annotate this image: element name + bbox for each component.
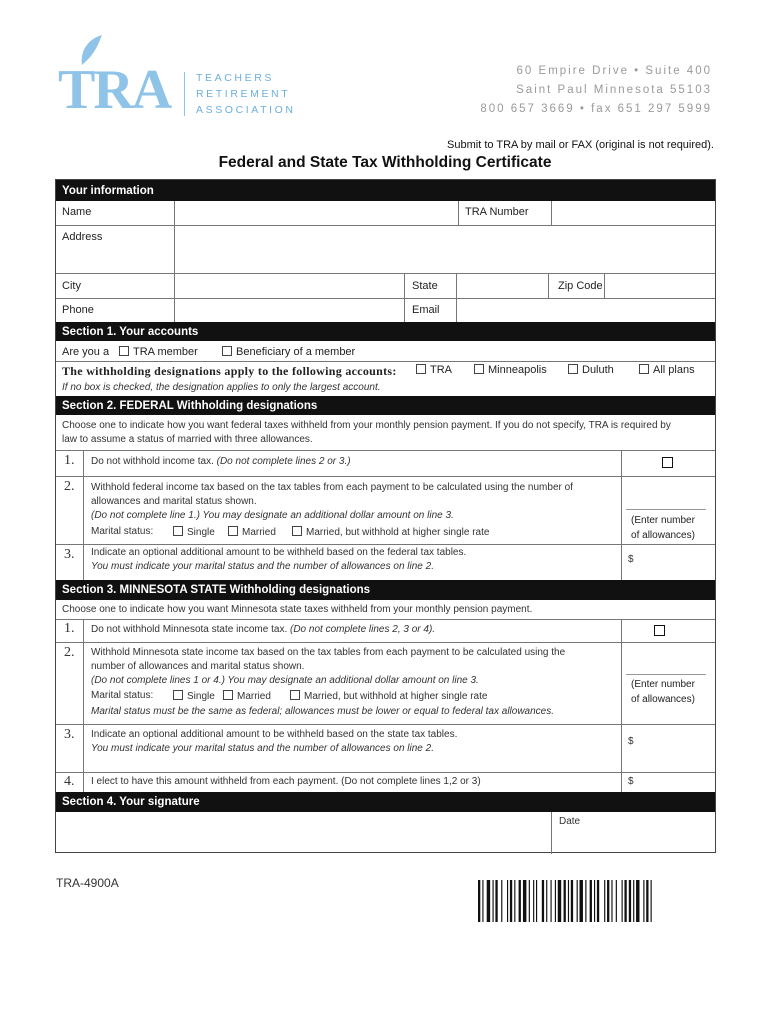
beneficiary-option[interactable] — [222, 346, 355, 358]
state-line2-status-note: Marital status must be the same as federal; allowances must be lower or equal to federal tax allowances. — [91, 706, 555, 717]
tra-number-label: TRA Number — [465, 206, 529, 218]
state-single-label: Single — [187, 691, 215, 702]
state-married-higher-option[interactable] — [290, 690, 487, 702]
section1-note: If no box is checked, the designation applies to only the largest account. — [62, 382, 381, 393]
address-field[interactable] — [176, 226, 712, 272]
state-line3-number: 3. — [64, 727, 75, 742]
fed-married-option[interactable] — [228, 526, 276, 538]
logo-line-2: RETIREMENT — [196, 88, 291, 100]
state-line1-number: 1. — [64, 621, 75, 636]
fed-single-label: Single — [187, 527, 215, 538]
designations-label: The withholding designations apply to the following accounts: — [62, 364, 397, 378]
zip-field[interactable] — [606, 274, 712, 297]
tra-member-option[interactable] — [119, 346, 198, 358]
are-you-label: Are you a — [62, 346, 110, 358]
logo-line-1: TEACHERS — [196, 72, 274, 84]
your-info-header: Your information — [56, 180, 715, 201]
state-allowances-hint — [618, 677, 708, 707]
address-line-2: Saint Paul Minnesota 55103 — [516, 84, 712, 96]
account-minneapolis-label: Minneapolis — [488, 364, 547, 376]
state-marital-status-label: Marital status: — [91, 690, 154, 701]
state-line4-text: I elect to have this amount withheld from each payment. (Do not complete lines 1,2 or 3) — [91, 776, 481, 787]
email-field[interactable] — [458, 299, 712, 321]
state-allowances-line[interactable] — [626, 674, 706, 675]
checkbox-icon[interactable] — [173, 526, 183, 536]
logo-line-3: ASSOCIATION — [196, 104, 296, 116]
state-line3-note: You must indicate your marital status and the number of allowances on line 2. — [91, 743, 434, 754]
account-duluth-label: Duluth — [582, 364, 614, 376]
fed-single-option[interactable] — [173, 526, 215, 538]
account-minneapolis-option[interactable] — [474, 364, 547, 376]
state-line2-text-1: Withhold Minnesota state income tax based on the tax tables from each payment to be calculated using the — [91, 647, 566, 658]
date-field[interactable] — [553, 830, 713, 852]
fed-dollar-field[interactable]: $ — [628, 554, 634, 565]
logo-wordmark — [196, 70, 296, 118]
checkbox-icon[interactable] — [639, 364, 649, 374]
fed-line1-label: Do not withhold income tax. — [91, 456, 214, 467]
state-line2-text-2: number of allowances and marital status shown. — [91, 661, 305, 672]
checkbox-icon[interactable] — [416, 364, 426, 374]
fed-line1-note: (Do not complete lines 2 or 3.) — [216, 456, 351, 467]
date-label: Date — [559, 816, 581, 827]
fed-married-higher-label: Married, but withhold at higher single rate — [306, 527, 490, 538]
section1-header: Section 1. Your accounts — [56, 322, 715, 341]
state-line4-number: 4. — [64, 774, 75, 789]
tra-member-label: TRA member — [133, 346, 198, 358]
state-field[interactable] — [458, 274, 546, 297]
checkbox-icon[interactable] — [222, 346, 232, 356]
name-field[interactable] — [176, 202, 456, 224]
state-line1-text — [91, 624, 435, 635]
state-line1-note: (Do not complete lines 2, 3 or 4). — [290, 624, 436, 635]
state-line4-dollar-field[interactable]: $ — [628, 776, 634, 787]
logo-letters: TRA — [58, 59, 171, 121]
address-block — [480, 62, 712, 119]
form-id: TRA-4900A — [56, 876, 119, 890]
account-duluth-option[interactable] — [568, 364, 614, 376]
state-married-option[interactable] — [223, 690, 271, 702]
state-line2-text — [91, 646, 565, 688]
tra-number-field[interactable] — [553, 202, 713, 224]
state-line1-label: Do not withhold Minnesota state income tax. — [91, 624, 288, 635]
fed-line3-note: You must indicate your marital status and the number of allowances on line 2. — [91, 561, 434, 572]
state-allow-2: of allowances) — [631, 694, 695, 705]
fed-married-higher-option[interactable] — [292, 526, 489, 538]
checkbox-icon[interactable] — [568, 364, 578, 374]
fed-line3-text — [91, 546, 466, 574]
address-label: Address — [62, 231, 103, 243]
fed-line1-text — [91, 456, 351, 467]
email-label: Email — [412, 304, 440, 316]
fed-line3-label: Indicate an optional additional amount to be withheld based on the federal tax tables. — [91, 547, 467, 558]
state-single-option[interactable] — [173, 690, 215, 702]
checkbox-icon[interactable] — [223, 690, 233, 700]
city-field[interactable] — [176, 274, 402, 297]
account-tra-label: TRA — [430, 364, 452, 376]
fed-line2-number: 2. — [64, 479, 75, 494]
signature-field[interactable] — [57, 813, 549, 853]
section2-intro-1: Choose one to indicate how you want federal taxes withheld from your monthly pension payment. If you do not specify, TRA is required by — [62, 420, 671, 431]
fed-allowances-hint — [618, 513, 708, 543]
withholding-form — [55, 179, 716, 853]
state-label: State — [412, 280, 438, 292]
section3-intro: Choose one to indicate how you want Minnesota state taxes withheld from your monthly pension payment. — [62, 604, 533, 615]
fed-allowances-line[interactable] — [626, 509, 706, 510]
section2-intro — [62, 419, 671, 447]
checkbox-icon[interactable] — [173, 690, 183, 700]
fed-married-label: Married — [242, 527, 276, 538]
zip-label: Zip Code — [558, 280, 603, 292]
beneficiary-label: Beneficiary of a member — [236, 346, 356, 358]
section3-header: Section 3. MINNESOTA STATE Withholding designations — [56, 580, 715, 600]
fed-line2-note: (Do not complete line 1.) You may designate an additional dollar amount on line 3. — [91, 510, 454, 521]
fed-line2-text-1: Withhold federal income tax based on the tax tables from each payment to be calculated using the number of — [91, 482, 573, 493]
state-line3-label: Indicate an optional additional amount to be withheld based on the state tax tables. — [91, 729, 458, 740]
account-all-option[interactable] — [639, 364, 695, 376]
address-line-3: 800 657 3669 • fax 651 297 5999 — [480, 103, 712, 115]
state-allow-1: (Enter number — [631, 679, 695, 690]
section2-header: Section 2. FEDERAL Withholding designations — [56, 396, 715, 415]
checkbox-icon[interactable] — [292, 526, 302, 536]
phone-field[interactable] — [176, 299, 402, 321]
section4-header: Section 4. Your signature — [56, 792, 715, 812]
state-line2-note: (Do not complete lines 1 or 4.) You may designate an additional dollar amount on line 3. — [91, 675, 479, 686]
state-married-label: Married — [237, 691, 271, 702]
barcode-image — [478, 880, 712, 922]
fed-allow-2: of allowances) — [631, 530, 695, 541]
phone-label: Phone — [62, 304, 94, 316]
fed-marital-status-label: Marital status: — [91, 526, 154, 537]
state-line3-dollar-field[interactable]: $ — [628, 736, 634, 747]
fed-line2-text — [91, 481, 573, 523]
fed-line1-checkbox[interactable] — [662, 457, 673, 468]
fed-line3-number: 3. — [64, 547, 75, 562]
section2-intro-2: law to assume a status of married with three allowances. — [62, 434, 313, 445]
checkbox-icon[interactable] — [290, 690, 300, 700]
state-line1-checkbox[interactable] — [654, 625, 665, 636]
account-all-label: All plans — [653, 364, 695, 376]
fed-line2-text-2: allowances and marital status shown. — [91, 496, 257, 507]
name-label: Name — [62, 206, 92, 218]
state-line2-number: 2. — [64, 645, 75, 660]
address-line-1: 60 Empire Drive • Suite 400 — [516, 65, 712, 77]
state-line3-text — [91, 728, 457, 756]
account-tra-option[interactable] — [416, 364, 452, 376]
checkbox-icon[interactable] — [228, 526, 238, 536]
checkbox-icon[interactable] — [119, 346, 129, 356]
page-title: Federal and State Tax Withholding Certificate — [218, 154, 552, 171]
city-label: City — [62, 280, 81, 292]
fed-line1-number: 1. — [64, 453, 75, 468]
checkbox-icon[interactable] — [474, 364, 484, 374]
fed-allow-1: (Enter number — [631, 515, 695, 526]
logo-divider — [184, 72, 185, 116]
state-married-higher-label: Married, but withhold at higher single rate — [304, 691, 488, 702]
submit-note: Submit to TRA by mail or FAX (original is not required). — [447, 139, 714, 151]
